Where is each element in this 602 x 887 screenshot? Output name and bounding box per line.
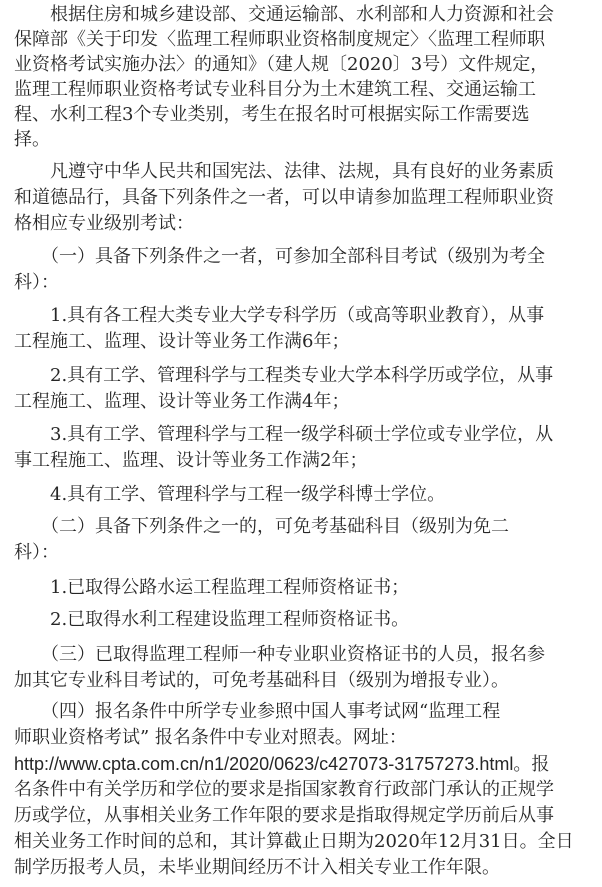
text-line: 2.已取得水利工程建设监理工程师资格证书。 — [14, 609, 410, 630]
text-line: 4.具有工学、管理科学与工程一级学科博士学位。 — [14, 484, 446, 505]
text-line: 1.已取得公路水运工程监理工程师资格证书； — [14, 577, 410, 598]
paragraph — [14, 303, 594, 355]
paragraph — [14, 607, 594, 633]
text-line: 师职业资格考试” 报名条件中专业对照表。网址： — [14, 727, 407, 748]
text-line: 1.具有各工程大类专业大学专科学历（或高等职业教育），从事 — [14, 305, 545, 326]
text-line: 历或学位，从事相关业务工作年限的要求是指取得规定学历前后从事 — [14, 805, 554, 826]
text-line: 根据住房和城乡建设部、交通运输部、水利部和人力资源和社会 — [14, 4, 554, 25]
paragraph — [14, 699, 594, 881]
text-line: 工程施工、监理、设计等业务工作满4年； — [14, 391, 350, 412]
paragraph — [14, 2, 594, 152]
paragraph — [14, 642, 594, 694]
text-line: 相关业务工作时间的总和，其计算截止日期为2020年12月31日。全日 — [14, 831, 574, 852]
paragraph — [14, 159, 594, 237]
text-line: （一）具备下列条件之一者，可参加全部科目考试（级别为考全 — [14, 246, 545, 267]
text-line: 加其它专业科目考试的，可免考基础科目（级别为增报专业）。 — [14, 670, 509, 691]
text-line: 科）： — [14, 272, 59, 293]
text-line: 制学历报考人员，未毕业期间经历不计入相关专业工作年限。 — [14, 857, 500, 878]
text-line: 保障部《关于印发〈监理工程师职业资格制度规定〉〈监理工程师职 — [14, 29, 545, 50]
text-line: 科）： — [14, 542, 59, 563]
text-line: 业资格考试实施办法〉的通知》（建人规〔2020〕3号）文件规定， — [14, 54, 549, 75]
paragraph — [14, 575, 594, 601]
text-line: 监理工程师职业资格考试专业科目分为土木建筑工程、交通运输工 — [14, 79, 536, 100]
paragraph — [14, 514, 594, 566]
paragraph — [14, 422, 594, 474]
text-line: （二）具备下列条件之一的，可免考基础科目（级别为免二 — [14, 516, 509, 537]
text-line: 工程施工、监理、设计等业务工作满6年； — [14, 331, 350, 352]
text-line: http://www.cpta.com.cn/n1/2020/0623/c427073-31757273.html。报 — [14, 754, 550, 774]
text-line: 凡遵守中华人民共和国宪法、法律、法规，具有良好的业务素质 — [14, 161, 554, 182]
paragraph — [14, 363, 594, 415]
text-line: 3.具有工学、管理科学与工程一级学科硕士学位或专业学位，从 — [14, 424, 554, 445]
paragraph — [14, 244, 594, 296]
text-line: 名条件中有关学历和学位的要求是指国家教育行政部门承认的正规学 — [14, 779, 554, 800]
text-line: （三）已取得监理工程师一种专业职业资格证书的人员，报名参 — [14, 644, 545, 665]
text-line: 事工程施工、监理、设计等业务工作满2年； — [14, 450, 368, 471]
text-line: 2.具有工学、管理科学与工程类专业大学本科学历或学位，从事 — [14, 365, 554, 386]
text-line: 择。 — [14, 129, 50, 150]
text-line: 程、水利工程3个专业类别，考生在报名时可根据实际工作需要选 — [14, 104, 530, 125]
text-line: （四）报名条件中所学专业参照中国人事考试网“监理工程 — [14, 701, 501, 722]
paragraph — [14, 482, 594, 508]
text-line: 和道德品行，具备下列条件之一者，可以申请参加监理工程师职业资 — [14, 187, 554, 208]
text-line: 格相应专业级别考试： — [14, 213, 194, 234]
